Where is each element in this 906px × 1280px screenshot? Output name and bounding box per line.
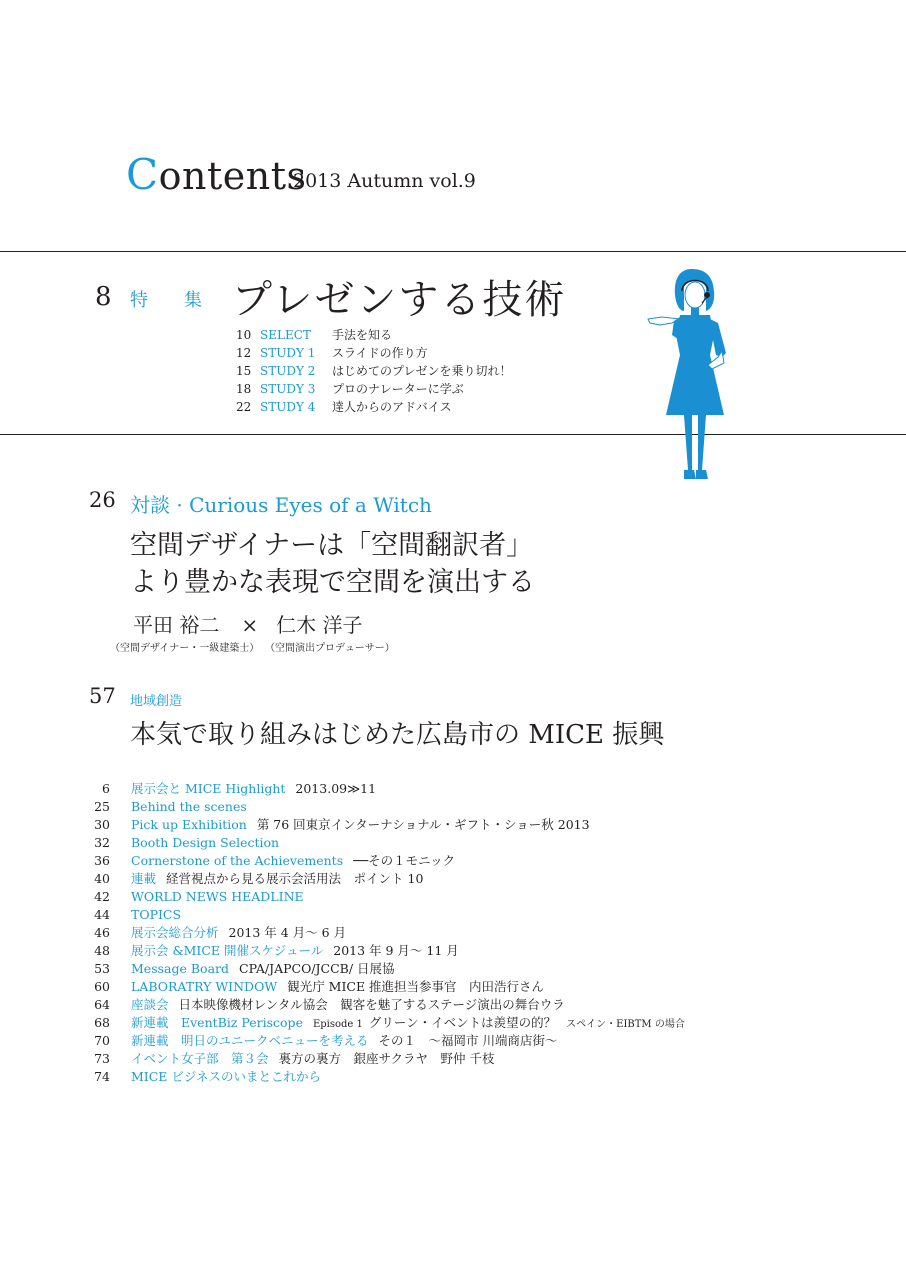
toc-text: 日本映像機材レンタル協会 観客を魅了するステージ演出の舞台ウラ <box>178 997 565 1012</box>
toc-label: 展示会 &MICE 開催スケジュール <box>131 943 324 958</box>
toc-label: Message Board <box>131 961 229 976</box>
toc-text: ──その１モニック <box>353 853 456 868</box>
feature-title: プレゼンする技術 <box>232 277 567 323</box>
speaker1-role: （空間デザイナー・一級建築士） <box>110 643 260 654</box>
dialogue-headline[interactable] <box>130 527 535 601</box>
toc-text: 観光庁 MICE 推進担当参事官 内田浩行さん <box>287 979 545 994</box>
cross-mark: × <box>241 613 259 637</box>
feature-item-label: STUDY 2 <box>260 364 316 378</box>
feature-item-text: プロのナレーターに学ぶ <box>332 382 464 396</box>
toc-text: グリーン・イベントは羨望の的？ <box>368 1015 557 1030</box>
feature-item[interactable] <box>236 326 392 343</box>
toc-label: TOPICS <box>131 907 182 922</box>
toc-page: 74 <box>94 1069 110 1084</box>
speakers <box>133 609 362 638</box>
feature-item-text: 手法を知る <box>332 328 393 342</box>
toc-episode: Episode 1 <box>312 1019 363 1030</box>
toc-label: Behind the scenes <box>131 799 247 814</box>
bottom-divider <box>0 434 906 435</box>
toc-page: 53 <box>94 961 110 976</box>
toc-page: 70 <box>94 1033 110 1048</box>
feature-item-text: スライドの作り方 <box>332 346 428 360</box>
feature-item-label: STUDY 4 <box>260 400 316 414</box>
feature-item-label: SELECT <box>260 328 311 342</box>
toc-label: 座談会 <box>131 997 169 1012</box>
contents-initial: C <box>126 150 159 199</box>
toc-label: 新連載 明日のユニークベニューを考える <box>131 1033 369 1048</box>
toc-text: 裏方の裏方 銀座サクラヤ 野仲 千枝 <box>278 1051 495 1066</box>
toc-label: 展示会と MICE Highlight <box>131 781 286 796</box>
feature-item[interactable] <box>236 380 464 397</box>
speaker2-role: （空間演出プロデューサー） <box>265 643 395 654</box>
feature-item-label: STUDY 1 <box>260 346 316 360</box>
contents-title <box>126 150 307 199</box>
dialogue-headline-line1: 空間デザイナーは「空間翻訳者」 <box>130 530 534 561</box>
toc-label: Cornerstone of the Achievements <box>131 853 344 868</box>
toc-page: 73 <box>94 1051 110 1066</box>
toc-label: イベント女子部 第３会 <box>131 1051 269 1066</box>
toc-label: 新連載 EventBiz Periscope <box>131 1015 303 1030</box>
toc-page: 64 <box>94 997 110 1012</box>
toc-page: 44 <box>94 907 110 922</box>
regional-kicker: 地域創造 <box>130 694 183 709</box>
dialogue-headline-line2: より豊かな表現で空間を演出する <box>130 567 535 598</box>
toc-page: 40 <box>94 871 110 886</box>
feature-item-page: 18 <box>236 382 252 396</box>
toc-text: その１ ～福岡市 川端商店街～ <box>378 1033 558 1048</box>
toc-text: 2013 年 9 月～ 11 月 <box>333 943 459 958</box>
speaker1-name: 平田 裕二 <box>133 613 220 637</box>
top-divider <box>0 251 906 252</box>
toc-page: 68 <box>94 1015 110 1030</box>
issue-label: 2013 Autumn vol.9 <box>293 170 476 192</box>
dialogue-kicker: 対談 · Curious Eyes of a Witch <box>130 493 432 517</box>
feature-item-page: 10 <box>236 328 252 342</box>
feature-item-page: 12 <box>236 346 252 360</box>
toc-small-text: スペイン・EIBTM の場合 <box>566 1019 685 1030</box>
feature-item-text: はじめてのプレゼンを乗り切れ！ <box>332 364 512 378</box>
feature-item[interactable] <box>236 362 512 379</box>
toc-label: LABORATRY WINDOW <box>131 979 278 994</box>
toc-text: 経営視点から見る展示会活用法 ポイント 10 <box>166 871 424 886</box>
feature-item[interactable] <box>236 398 452 415</box>
toc-page: 25 <box>94 799 110 814</box>
toc-page: 32 <box>94 835 110 850</box>
toc-text: 2013 年 4 月～ 6 月 <box>228 925 347 940</box>
toc-text: CPA/JAPCO/JCCB/ 日展協 <box>239 961 395 976</box>
toc-page: 48 <box>94 943 110 958</box>
feature-page-number: 8 <box>95 282 112 312</box>
toc-text: 2013.09≫11 <box>295 781 377 796</box>
toc-label: Booth Design Selection <box>131 835 280 850</box>
presenter-figure-illustration <box>640 265 750 495</box>
feature-item-page: 22 <box>236 400 252 414</box>
regional-page-number: 57 <box>89 684 116 708</box>
toc-page: 46 <box>94 925 110 940</box>
feature-item-text: 達人からのアドバイス <box>332 400 452 414</box>
toc-page: 30 <box>94 817 110 832</box>
toc-text: 第 76 回東京インターナショナル・ギフト・ショー秋 2013 <box>256 817 590 832</box>
toc-label: 連載 <box>131 871 157 886</box>
feature-item-label: STUDY 3 <box>260 382 316 396</box>
toc-label: WORLD NEWS HEADLINE <box>131 889 304 904</box>
toc-label: Pick up Exhibition <box>131 817 247 832</box>
speaker2-name: 仁木 洋子 <box>276 613 363 637</box>
dialogue-page-number: 26 <box>89 488 116 512</box>
toc-label: 展示会総合分析 <box>131 925 219 940</box>
toc-page: 60 <box>94 979 110 994</box>
toc-label: MICE ビジネスのいまとこれから <box>131 1069 322 1084</box>
toc-page: 36 <box>94 853 110 868</box>
regional-headline[interactable]: 本気で取り組みはじめた広島市の MICE 振興 <box>130 720 665 750</box>
feature-item[interactable] <box>236 344 428 361</box>
toc-page: 6 <box>102 781 110 796</box>
contents-rest: ontents <box>158 154 307 198</box>
feature-kind-label: 特集 <box>130 290 238 311</box>
toc-page: 42 <box>94 889 110 904</box>
feature-item-page: 15 <box>236 364 252 378</box>
